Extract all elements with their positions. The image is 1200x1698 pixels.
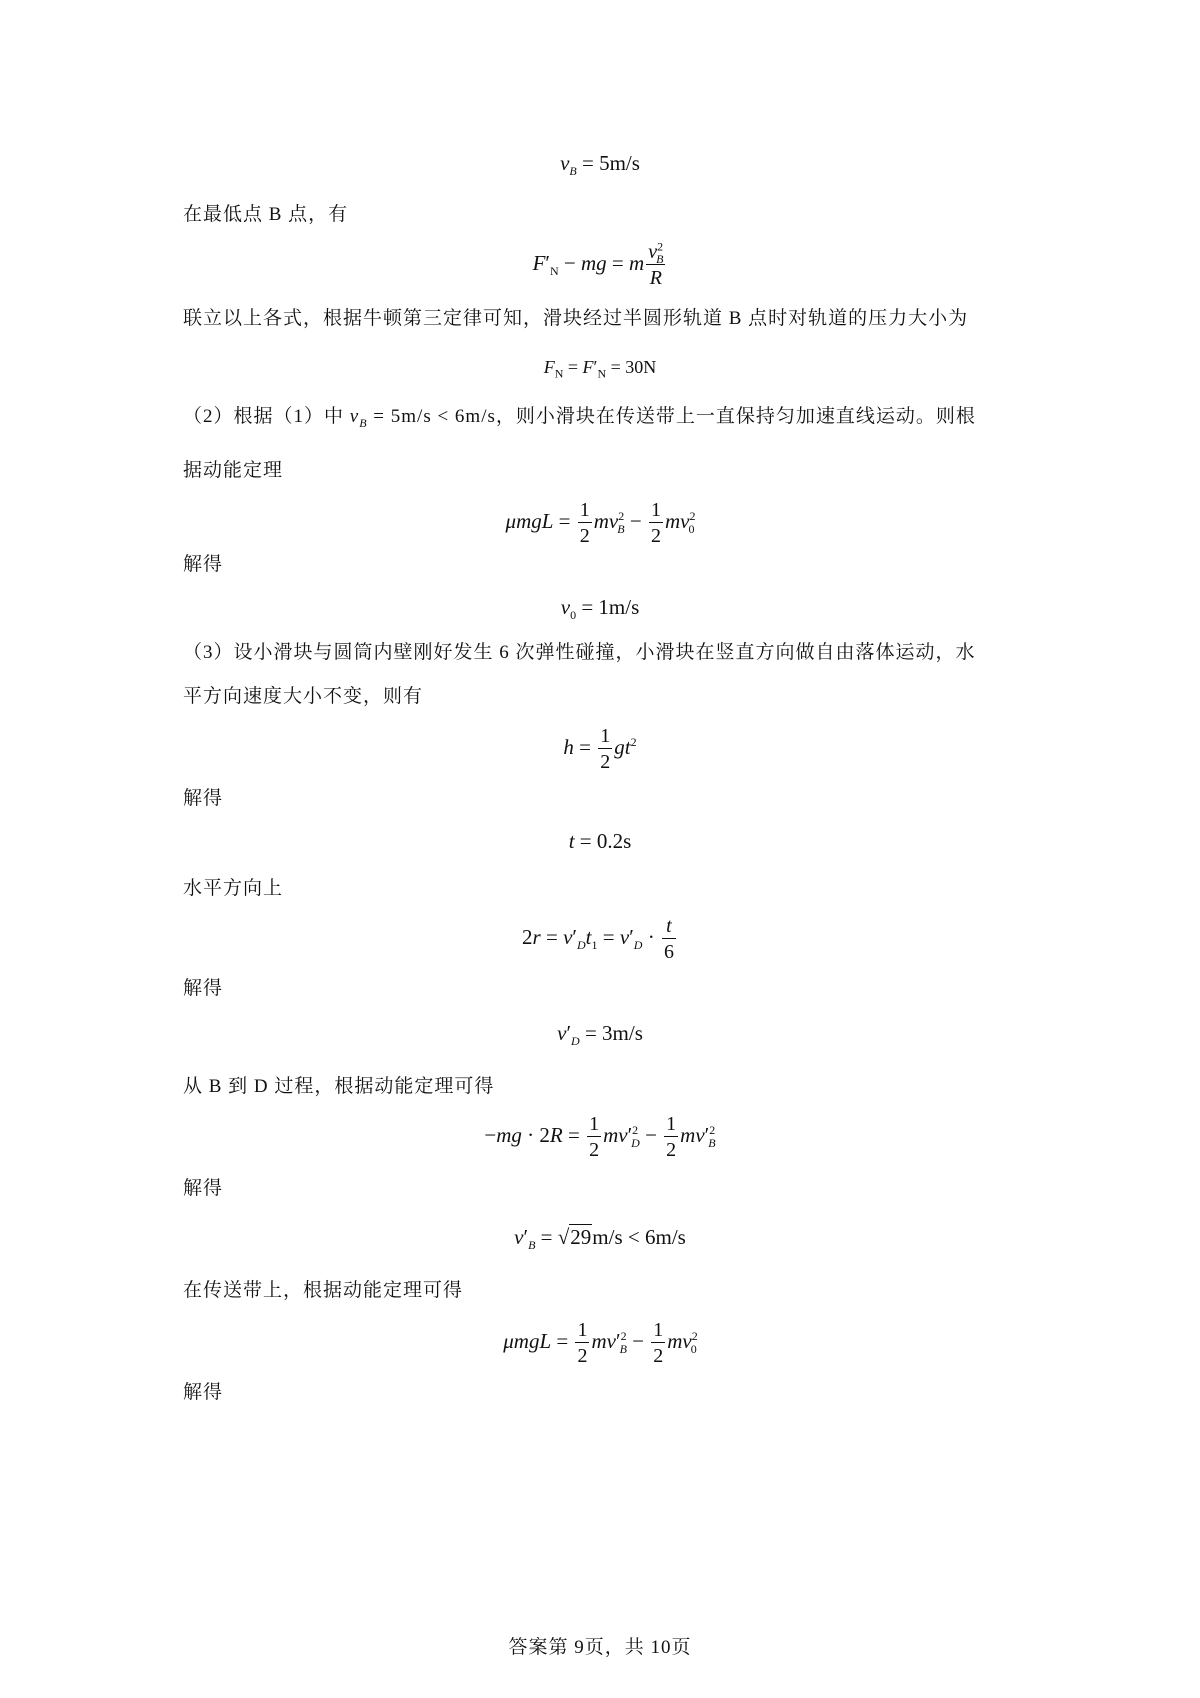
- paragraph-solve-3: 解得: [183, 978, 224, 999]
- part2-suffix: ，则小滑块在传送带上一直保持匀加速直线运动。则根: [495, 406, 976, 427]
- equation-horizontal: $2r = v'_Dt_1 = v'_D$ · $\frac{t}{6}$: [522, 915, 674, 963]
- paragraph-solve-5: 解得: [183, 1382, 224, 1403]
- equation-pressure: $F_N = F'_N = 30N$: [543, 357, 657, 381]
- paragraph-part2: [183, 404, 976, 430]
- equation-vb-prime: $v'_B = √29m/s < 6m/s$: [514, 1225, 686, 1253]
- paragraph-kinetic-theorem: 据动能定理: [183, 460, 284, 481]
- equation-v0: $v_0 = 1m/s$: [560, 595, 640, 623]
- paragraph-solve-2: 解得: [183, 788, 224, 809]
- equation-vd: $v'_D = 3m/s$: [557, 1021, 643, 1049]
- paragraph-on-belt: 在传送带上，根据动能定理可得: [183, 1280, 464, 1301]
- paragraph-solve-1: 解得: [183, 554, 224, 575]
- paragraph-part3-cont: 平方向速度大小不变，则有: [183, 686, 424, 707]
- equation-energy-belt-2: μmgL = $\frac{1}{2}$ $mv'^2_B$ − $\frac{1}{2}$ $mv^2_0$: [503, 1319, 698, 1367]
- paragraph-part3: （3）设小滑块与圆筒内壁刚好发生 6 次弹性碰撞，小滑块在竖直方向做自由落体运动，水: [183, 642, 976, 663]
- paragraph-b-to-d: 从 B 到 D 过程，根据动能定理可得: [183, 1076, 495, 1097]
- equation-energy-bd: −mg · 2R = $\frac{1}{2}$ $mv'^2_D$ − $\frac{1}{2}$ $mv'^2_B$: [484, 1113, 716, 1161]
- equation-free-fall: h = $\frac{1}{2}$ $gt^2$: [563, 725, 637, 773]
- paragraph-horizontal: 水平方向上: [183, 878, 284, 899]
- paragraph-lowest-point: 在最低点 B 点，有: [183, 204, 349, 225]
- equation-energy-belt: μmgL = $\frac{1}{2}$ $mv^2_B$ − $\frac{1}{2}$ $mv^2_0$: [505, 499, 696, 547]
- page-footer: 答案第 9页，共 10页: [508, 1637, 692, 1658]
- equation-vb: $v_B = 5m/s$: [560, 151, 640, 179]
- paragraph-solve-4: 解得: [183, 1178, 224, 1199]
- part2-prefix: （2）根据（1）中: [183, 406, 350, 427]
- paragraph-newton-third-law: 联立以上各式，根据牛顿第三定律可知，滑块经过半圆形轨道 B 点时对轨道的压力大小为: [183, 308, 969, 329]
- equation-normal-force: $F'_N$ − mg = m $\frac{v^2_B}{R}$: [532, 239, 664, 289]
- equation-time: t = 0.2s: [568, 829, 632, 853]
- part2-inline-math: $v_B = 5m/s < 6m/s$: [349, 406, 496, 430]
